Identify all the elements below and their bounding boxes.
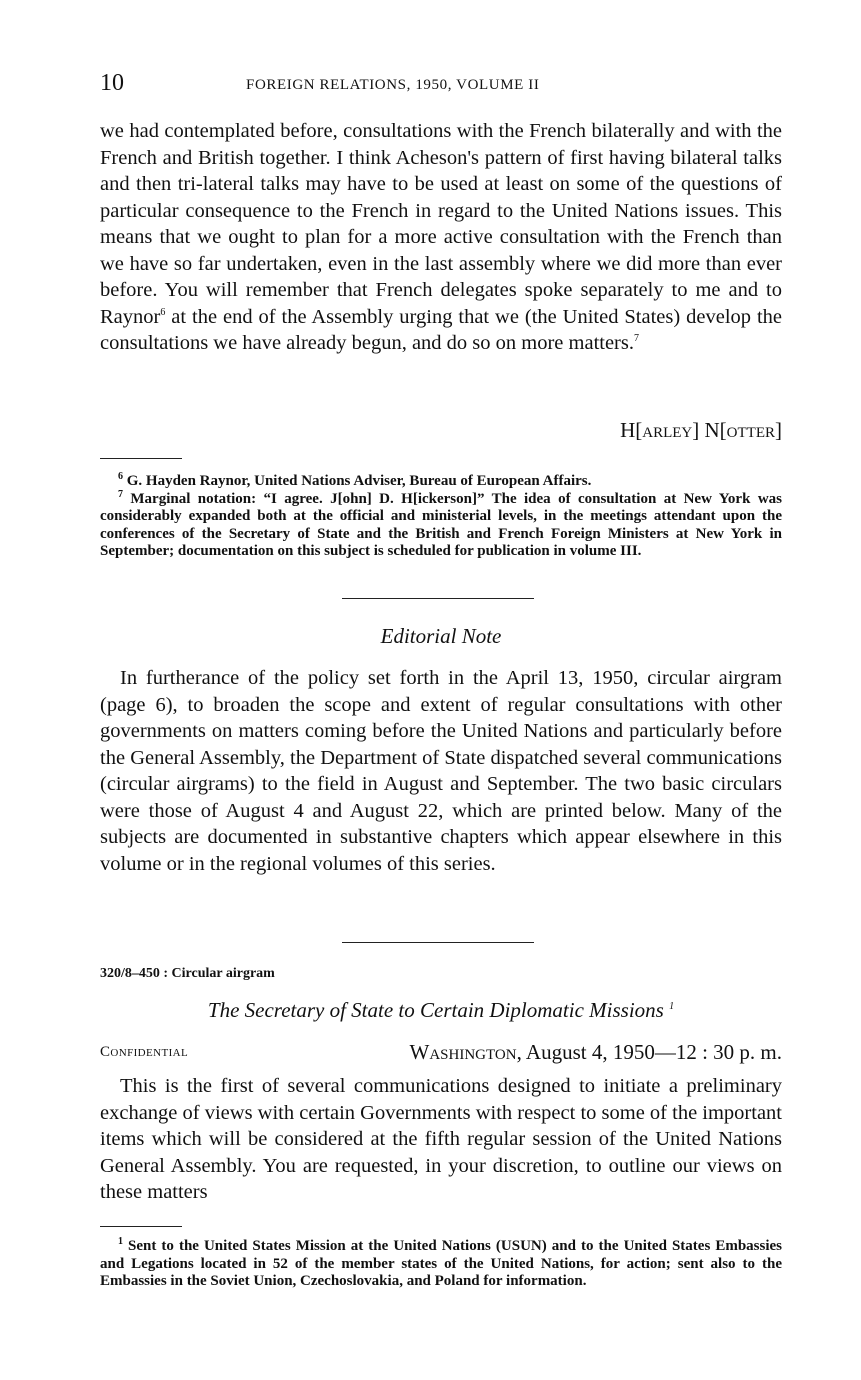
classification: Confidential	[100, 1044, 189, 1060]
footnote-6: $^6$ G. Hayden Raynor, United Nations Adviser, Bureau of European Affairs.	[118, 471, 592, 489]
continued-paragraph	[100, 118, 782, 357]
footnote-ref-6[interactable]: 6	[160, 306, 166, 318]
continued-text: we had contemplated before, consultations with the French bilaterally and with the French and British together. I think Acheson's pattern of first having bilateral talks and then tri-lateral talks may have to be used at least on some of the questions of particular consequence to the French in regard to the United Nations issues. This means that we ought to plan for a more active consultation with the French than we have so far undertaken, even in the last assembly where we did more than ever before. You will remember that French delegates spoke separately to me and to Raynor	[100, 120, 782, 328]
signature: H[arley] N[otter]	[620, 418, 782, 442]
footnote-7: $^7$ Marginal notation: “I agree. J[ohn] D. H[ickerson]” The idea of consultation at New York was considerably expanded both at the official and ministerial levels, in the meetings attendant upon the conferences of the Secretary of State and the British and French Foreign Ministers at New York in September; documentation on this subject is scheduled for publication in volume III.	[100, 488, 782, 559]
footnote-divider-2	[100, 1226, 182, 1227]
document-text: This is the first of several communications designed to initiate a preliminary exchange of views with certain Governments with respect to some of the important items which will be considered at the fifth regular session of the United Nations General Assembly. You are requested, in your discretion, to outline our views on these matters	[100, 1075, 782, 1203]
document-title: The Secretary of State to Certain Diplomatic Missions $^1$	[207, 998, 675, 1022]
footnote-divider	[100, 458, 182, 459]
footnotes-top	[100, 473, 782, 561]
running-title: FOREIGN RELATIONS, 1950, VOLUME II	[246, 77, 540, 93]
page-header	[100, 70, 782, 104]
footnote-ref-7[interactable]: 7	[634, 333, 639, 345]
footnote-ref-1[interactable]: 1	[669, 1001, 675, 1012]
section-divider-2	[342, 942, 534, 943]
editorial-note-heading: Editorial Note	[380, 624, 502, 648]
section-divider	[342, 598, 534, 599]
continued-text-2: at the end of the Assembly urging that we (the United States) develop the consultations we have already begun, and do so on more matters.	[100, 305, 782, 354]
file-reference: 320/8–450 : Circular airgram	[100, 966, 275, 981]
footnotes-bottom	[100, 1238, 782, 1291]
page-number: 10	[100, 70, 124, 96]
editorial-note-text: In furtherance of the policy set forth in the April 13, 1950, circular airgram (page 6), to broaden the scope and extent of regular consultations with other governments on matters coming before the United Nations and particularly before the General Assembly, the Department of State dispatched several communications (circular airgrams) to the field in August and September. The two basic circulars were those of August 4 and August 22, which are printed below. Many of the subjects are documented in substantive chapters which appear elsewhere in this volume or in the regional volumes of this series.	[100, 667, 782, 875]
footnote-1: $^1$ Sent to the United States Mission at the United Nations (USUN) and to the United States Embassies and Legations located in 52 of the member states of the United Nations, for action; sent also to the Embassies in the Soviet Union, Czechoslovakia, and Poland for information.	[100, 1236, 782, 1289]
dateline: Washington, August 4, 1950—12 : 30 p. m.	[409, 1040, 782, 1064]
